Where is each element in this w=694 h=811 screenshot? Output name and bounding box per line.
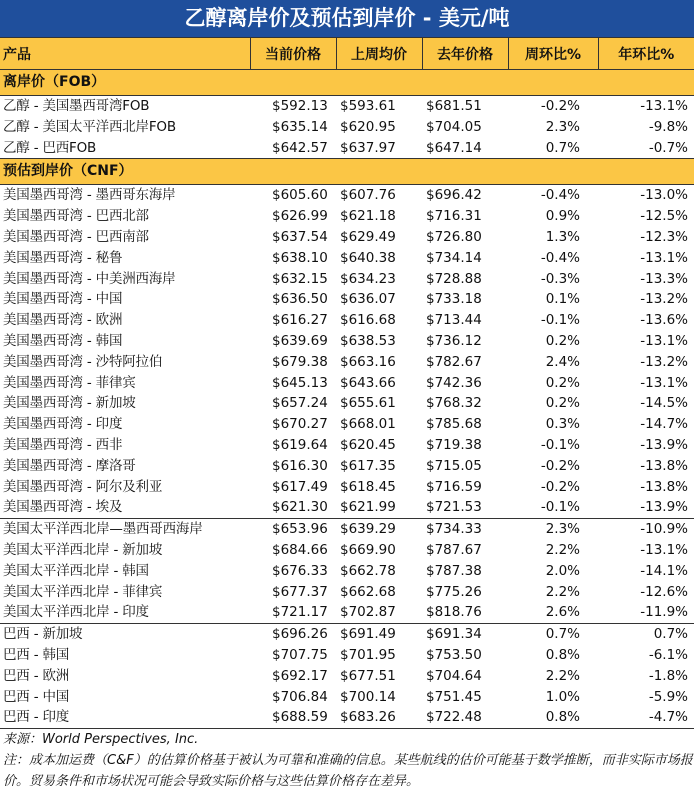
col-header-last-week-avg: 上周均价: [336, 38, 422, 70]
col-header-week-change: 周环比%: [508, 38, 598, 70]
last-week-avg-cell: $700.14: [340, 688, 396, 705]
table-row: [0, 373, 694, 394]
current-price-cell: $645.13: [272, 374, 328, 391]
last-week-avg-cell: $629.49: [340, 228, 396, 245]
product-cell: 美国墨西哥湾 - 新加坡: [3, 395, 136, 412]
last-year-price-cell: $785.68: [426, 416, 482, 433]
year-change-cell: -4.7%: [648, 709, 688, 726]
current-price-cell: $679.38: [272, 353, 328, 370]
week-change-cell: 2.3%: [508, 519, 598, 540]
year-change-cell: -0.7%: [648, 139, 688, 156]
last-week-avg-cell: $662.78: [340, 562, 396, 579]
last-year-price-cell: $647.14: [426, 139, 482, 156]
last-week-avg-cell: $621.18: [340, 208, 396, 225]
year-change-cell: -13.1%: [640, 541, 688, 558]
current-price-cell: $639.69: [272, 332, 328, 349]
product-cell: 乙醇 - 美国太平洋西北岸FOB: [3, 118, 176, 135]
last-year-price-cell: $716.31: [426, 208, 482, 225]
year-change-cell: -13.1%: [640, 332, 688, 349]
current-price-cell: $619.64: [272, 436, 328, 453]
year-change-cell: -13.6%: [640, 312, 688, 329]
product-cell: 巴西 - 韩国: [3, 646, 70, 663]
last-year-price-cell: $704.64: [426, 667, 482, 684]
product-cell: 巴西 - 中国: [3, 688, 70, 705]
product-cell: 美国太平洋西北岸 - 韩国: [3, 562, 149, 579]
week-change-cell: 0.2%: [545, 332, 580, 349]
year-change-cell: -13.1%: [640, 98, 688, 114]
week-change-cell: -0.1%: [540, 499, 580, 516]
last-year-price-cell: $691.34: [422, 624, 508, 645]
table-row: [0, 227, 694, 248]
table-row: [0, 185, 694, 206]
section-title: 离岸价（FOB）: [0, 70, 694, 96]
week-change-cell: -0.2%: [540, 457, 580, 474]
current-price-cell: $637.54: [272, 228, 328, 245]
product-cell: 美国墨西哥湾 - 西非: [3, 436, 123, 453]
current-price-cell: $617.49: [272, 478, 328, 495]
week-change-cell: 0.9%: [545, 208, 580, 225]
year-change-cell: -12.5%: [640, 208, 688, 225]
week-change-cell: 2.0%: [545, 562, 580, 579]
last-week-avg-cell: $691.49: [336, 624, 422, 645]
table-row: [0, 519, 694, 540]
week-change-cell: 1.0%: [545, 688, 580, 705]
last-year-price-cell: $787.67: [426, 541, 482, 558]
week-change-cell: -0.2%: [540, 98, 580, 114]
table-row: [0, 666, 694, 687]
last-year-price-cell: $721.53: [426, 499, 482, 516]
current-price-cell: $616.27: [272, 312, 328, 329]
week-change-cell: 2.6%: [545, 604, 580, 621]
last-week-avg-cell: $643.66: [340, 374, 396, 391]
last-year-price-cell: $681.51: [426, 98, 482, 114]
current-price-cell: $707.75: [272, 646, 328, 663]
table-row: [0, 687, 694, 708]
current-price-cell: $621.30: [272, 499, 328, 516]
table-row: [0, 645, 694, 666]
week-change-cell: 2.2%: [545, 667, 580, 684]
year-change-cell: -13.9%: [640, 436, 688, 453]
current-price-cell: $635.14: [272, 118, 328, 135]
disclaimer-note: 注：成本加运费（C&F）的估算价格基于被认为可靠和准确的信息。某些航线的估价可能基于数学推断，而非实际市场报价。贸易条件和市场状况可能会导致实际价格与这些估算价格存在差异。: [3, 753, 693, 790]
last-week-avg-cell: $607.76: [340, 187, 396, 204]
table-row: [0, 331, 694, 352]
week-change-cell: 2.3%: [545, 118, 580, 135]
year-change-cell: -12.3%: [640, 228, 688, 245]
table-row: [0, 582, 694, 603]
product-cell: 美国墨西哥湾 - 阿尔及利亚: [3, 478, 163, 495]
header-row: [0, 38, 694, 70]
table-row: [0, 206, 694, 227]
last-year-price-cell: $736.12: [426, 332, 482, 349]
week-change-cell: 1.3%: [545, 228, 580, 245]
current-price-cell: $616.30: [272, 457, 328, 474]
table-row: [0, 117, 694, 138]
last-week-avg-cell: $640.38: [340, 249, 396, 266]
year-change-cell: -1.8%: [648, 667, 688, 684]
year-change-cell: -14.5%: [640, 395, 688, 412]
product-cell: 美国墨西哥湾 - 摩洛哥: [3, 457, 136, 474]
week-change-cell: 0.1%: [545, 291, 580, 308]
table-row: [0, 456, 694, 477]
product-cell: 美国墨西哥湾 - 菲律宾: [3, 374, 136, 391]
week-change-cell: 0.3%: [545, 416, 580, 433]
year-change-cell: -13.3%: [640, 270, 688, 287]
last-week-avg-cell: $617.35: [340, 457, 396, 474]
week-change-cell: -0.2%: [540, 478, 580, 495]
table-row: [0, 289, 694, 310]
last-week-avg-cell: $636.07: [340, 291, 396, 308]
current-price-cell: $638.10: [272, 249, 328, 266]
table-row: [0, 707, 694, 728]
year-change-cell: -13.8%: [640, 457, 688, 474]
last-week-avg-cell: $620.95: [340, 118, 396, 135]
section-header: [0, 159, 694, 185]
last-year-price-cell: $818.76: [426, 604, 482, 621]
last-year-price-cell: $713.44: [426, 312, 482, 329]
product-cell: 巴西 - 欧洲: [3, 667, 70, 684]
table-row: [0, 540, 694, 561]
last-week-avg-cell: $634.23: [340, 270, 396, 287]
product-cell: 美国墨西哥湾 - 欧洲: [3, 312, 123, 329]
product-cell: 美国太平洋西北岸 - 印度: [3, 604, 149, 621]
section-header: [0, 70, 694, 96]
table-row: [0, 414, 694, 435]
last-week-avg-cell: $655.61: [340, 395, 396, 412]
last-week-avg-cell: $702.87: [340, 604, 396, 621]
last-year-price-cell: $716.59: [426, 478, 482, 495]
current-price-cell: $677.37: [272, 583, 328, 600]
last-week-avg-cell: $621.99: [340, 499, 396, 516]
product-cell: 美国墨西哥湾 - 埃及: [3, 499, 123, 516]
week-change-cell: -0.4%: [540, 187, 580, 204]
table-row: [0, 310, 694, 331]
week-change-cell: 0.7%: [508, 624, 598, 645]
product-cell: 美国太平洋西北岸 - 菲律宾: [3, 583, 163, 600]
product-cell: 美国太平洋西北岸—墨西哥西海岸: [0, 519, 250, 540]
price-table: [0, 37, 694, 728]
product-cell: 美国墨西哥湾 - 中美洲西海岸: [3, 270, 176, 287]
week-change-cell: 0.7%: [545, 139, 580, 156]
last-week-avg-cell: $639.29: [336, 519, 422, 540]
product-cell: 美国墨西哥湾 - 印度: [3, 416, 123, 433]
current-price-cell: $721.17: [272, 604, 328, 621]
last-year-price-cell: $719.38: [426, 436, 482, 453]
source-note: 来源：World Perspectives, Inc.: [3, 732, 199, 748]
product-cell: 乙醇 - 美国墨西哥湾FOB: [3, 98, 150, 114]
last-year-price-cell: $715.05: [426, 457, 482, 474]
product-cell: 美国墨西哥湾 - 墨西哥东海岸: [3, 187, 176, 204]
year-change-cell: -14.1%: [640, 562, 688, 579]
last-year-price-cell: $726.80: [426, 228, 482, 245]
product-cell: 美国墨西哥湾 - 韩国: [3, 332, 123, 349]
year-change-cell: -9.8%: [648, 118, 688, 135]
product-cell: 美国墨西哥湾 - 巴西北部: [3, 208, 149, 225]
current-price-cell: $676.33: [272, 562, 328, 579]
current-price-cell: $670.27: [272, 416, 328, 433]
current-price-cell: $657.24: [272, 395, 328, 412]
table-row: [0, 269, 694, 290]
year-change-cell: -13.9%: [640, 499, 688, 516]
year-change-cell: -13.0%: [640, 187, 688, 204]
week-change-cell: 0.2%: [545, 395, 580, 412]
last-year-price-cell: $751.45: [426, 688, 482, 705]
last-week-avg-cell: $620.45: [340, 436, 396, 453]
last-week-avg-cell: $593.61: [340, 98, 396, 114]
current-price-cell: $632.15: [272, 270, 328, 287]
last-week-avg-cell: $668.01: [340, 416, 396, 433]
week-change-cell: 0.8%: [545, 709, 580, 726]
year-change-cell: -12.6%: [640, 583, 688, 600]
year-change-cell: -14.7%: [640, 416, 688, 433]
week-change-cell: -0.4%: [540, 249, 580, 266]
product-cell: 乙醇 - 巴西FOB: [3, 139, 97, 156]
table-body: [0, 70, 694, 729]
current-price-cell: $636.50: [272, 291, 328, 308]
last-week-avg-cell: $683.26: [340, 709, 396, 726]
table-row: [0, 138, 694, 159]
current-price-cell: $592.13: [272, 98, 328, 114]
table-title: 乙醇离岸价及预估到岸价 - 美元/吨: [0, 0, 694, 37]
product-cell: 美国墨西哥湾 - 中国: [3, 291, 123, 308]
table-row: [0, 602, 694, 623]
current-price-cell: $688.59: [272, 709, 328, 726]
last-year-price-cell: $722.48: [426, 709, 482, 726]
product-cell: 巴西 - 新加坡: [0, 624, 250, 645]
year-change-cell: -13.2%: [640, 353, 688, 370]
table-row: [0, 497, 694, 518]
current-price-cell: $684.66: [272, 541, 328, 558]
week-change-cell: -0.1%: [540, 436, 580, 453]
year-change-cell: -13.1%: [640, 249, 688, 266]
week-change-cell: 2.4%: [545, 353, 580, 370]
last-year-price-cell: $733.18: [426, 291, 482, 308]
last-year-price-cell: $753.50: [426, 646, 482, 663]
year-change-cell: -13.8%: [640, 478, 688, 495]
last-week-avg-cell: $662.68: [340, 583, 396, 600]
last-week-avg-cell: $638.53: [340, 332, 396, 349]
product-cell: 巴西 - 印度: [3, 709, 70, 726]
year-change-cell: -6.1%: [648, 646, 688, 663]
year-change-cell: -13.1%: [640, 374, 688, 391]
product-cell: 美国墨西哥湾 - 秘鲁: [3, 249, 123, 266]
year-change-cell: -5.9%: [648, 688, 688, 705]
current-price-cell: $653.96: [250, 519, 336, 540]
last-week-avg-cell: $701.95: [340, 646, 396, 663]
current-price-cell: $692.17: [272, 667, 328, 684]
last-week-avg-cell: $669.90: [340, 541, 396, 558]
table-row: [0, 561, 694, 582]
week-change-cell: 2.2%: [545, 541, 580, 558]
last-year-price-cell: $782.67: [426, 353, 482, 370]
table-row: [0, 96, 694, 117]
table-row: [0, 248, 694, 269]
table-row: [0, 624, 694, 645]
week-change-cell: -0.1%: [540, 312, 580, 329]
table-row: [0, 393, 694, 414]
last-year-price-cell: $734.14: [426, 249, 482, 266]
current-price-cell: $626.99: [272, 208, 328, 225]
last-year-price-cell: $734.33: [422, 519, 508, 540]
col-header-current-price: 当前价格: [250, 38, 336, 70]
last-week-avg-cell: $663.16: [340, 353, 396, 370]
current-price-cell: $605.60: [272, 187, 328, 204]
table-row: [0, 352, 694, 373]
week-change-cell: 0.2%: [545, 374, 580, 391]
last-week-avg-cell: $618.45: [340, 478, 396, 495]
last-year-price-cell: $728.88: [426, 270, 482, 287]
last-year-price-cell: $704.05: [426, 118, 482, 135]
week-change-cell: -0.3%: [540, 270, 580, 287]
last-year-price-cell: $742.36: [426, 374, 482, 391]
col-header-last-year-price: 去年价格: [422, 38, 508, 70]
year-change-cell: -11.9%: [640, 604, 688, 621]
table-row: [0, 435, 694, 456]
current-price-cell: $696.26: [250, 624, 336, 645]
year-change-cell: 0.7%: [598, 624, 694, 645]
last-week-avg-cell: $616.68: [340, 312, 396, 329]
year-change-cell: -10.9%: [598, 519, 694, 540]
year-change-cell: -13.2%: [640, 291, 688, 308]
section-title: 预估到岸价（CNF）: [0, 159, 694, 185]
current-price-cell: $642.57: [272, 139, 328, 156]
footer: [0, 728, 694, 792]
last-year-price-cell: $787.38: [426, 562, 482, 579]
current-price-cell: $706.84: [272, 688, 328, 705]
product-cell: 美国太平洋西北岸 - 新加坡: [3, 541, 163, 558]
col-header-product: 产品: [0, 38, 250, 70]
last-week-avg-cell: $637.97: [340, 139, 396, 156]
last-year-price-cell: $768.32: [426, 395, 482, 412]
last-year-price-cell: $775.26: [426, 583, 482, 600]
week-change-cell: 2.2%: [545, 583, 580, 600]
table-row: [0, 477, 694, 498]
col-header-year-change: 年环比%: [598, 38, 694, 70]
product-cell: 美国墨西哥湾 - 巴西南部: [3, 228, 149, 245]
last-year-price-cell: $696.42: [426, 187, 482, 204]
product-cell: 美国墨西哥湾 - 沙特阿拉伯: [3, 353, 163, 370]
last-week-avg-cell: $677.51: [340, 667, 396, 684]
week-change-cell: 0.8%: [545, 646, 580, 663]
